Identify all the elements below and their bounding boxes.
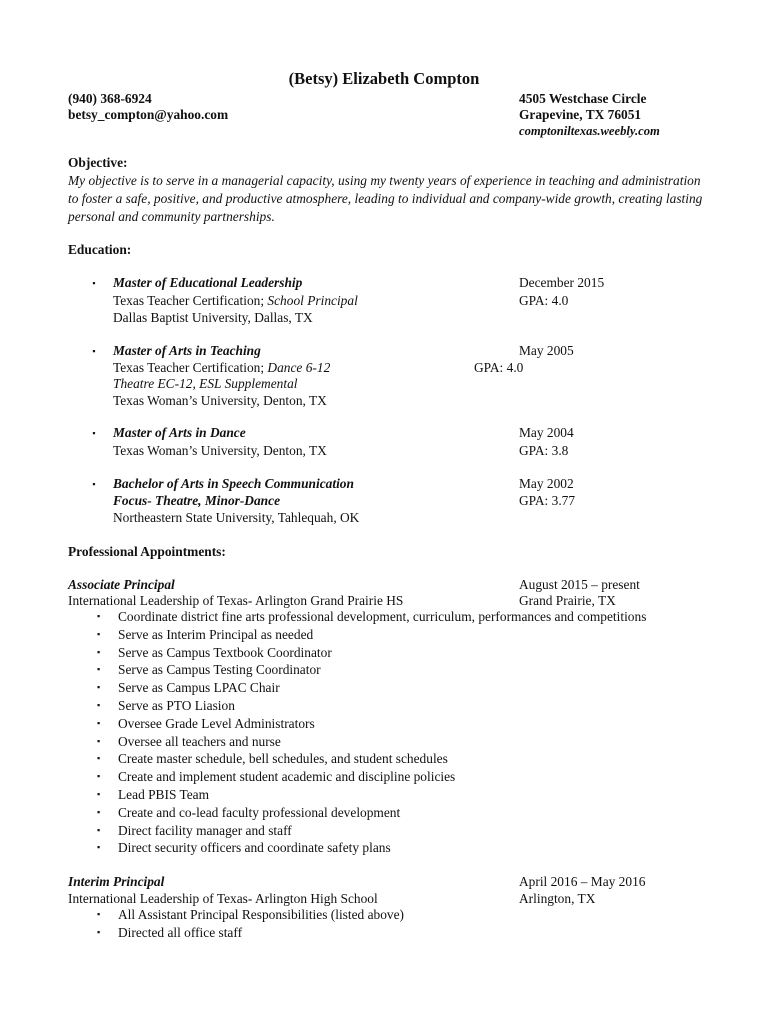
duty-text: Direct facility manager and staff [118, 822, 292, 838]
list-item [97, 733, 646, 751]
duty-text: Serve as Interim Principal as needed [118, 626, 314, 642]
bullet-icon: ▪ [97, 909, 101, 919]
duty-text: Create and implement student academic and discipline policies [118, 769, 456, 785]
candidate-name: (Betsy) Elizabeth Compton [288, 69, 480, 88]
duty-text: Direct security officers and coordinate safety plans [118, 840, 391, 856]
bullet-icon: ▪ [97, 788, 101, 799]
city-address: Grapevine, TX 76051 [519, 107, 642, 122]
bullet-icon: ▪ [97, 628, 101, 639]
gpa: GPA: 4.0 [519, 293, 569, 308]
duty-text: Directed all office staff [118, 924, 243, 940]
bullet-icon: ▪ [97, 646, 101, 657]
duty-text: Oversee Grade Level Administrators [118, 715, 315, 731]
list-item [97, 822, 646, 840]
website-link: comptoniltexas.weebly.com [519, 124, 660, 138]
bullet-icon: ▪ [97, 611, 101, 621]
duty-text: All Assistant Principal Responsibilities (listed above) [118, 907, 405, 922]
bullet-icon: ▪ [97, 824, 101, 835]
certification-area: School Principal [267, 293, 358, 308]
gpa: GPA: 3.77 [519, 493, 576, 508]
bullet-icon: ▪ [97, 806, 101, 817]
job-organization: International Leadership of Texas- Arlington High School [68, 891, 378, 906]
list-item [97, 786, 646, 804]
job-location: Arlington, TX [519, 891, 596, 906]
objective-heading: Objective: [68, 155, 128, 170]
email-address: betsy_compton@yahoo.com [68, 107, 229, 122]
bullet-icon: ▪ [92, 428, 96, 438]
education-heading: Education: [68, 242, 132, 257]
list-item [97, 750, 646, 768]
bullet-icon: ▪ [97, 717, 101, 728]
list-item [97, 661, 646, 679]
duty-text: Serve as Campus LPAC Chair [118, 680, 280, 696]
list-item [97, 804, 646, 822]
list-item [97, 839, 646, 857]
bullet-icon: ▪ [92, 479, 96, 489]
bullet-icon: ▪ [97, 771, 101, 782]
degree-date: May 2004 [519, 425, 574, 440]
duty-text: Create and co-lead faculty professional development [118, 804, 401, 820]
bullet-icon: ▪ [92, 278, 96, 288]
degree-date: May 2005 [519, 343, 574, 358]
bullet-icon: ▪ [97, 664, 101, 675]
duty-text: Lead PBIS Team [118, 786, 210, 802]
degree-focus: Focus- Theatre, Minor-Dance [113, 493, 281, 508]
list-item [97, 626, 646, 644]
bullet-icon: ▪ [97, 682, 101, 693]
list-item [97, 608, 646, 626]
certification-label: Texas Teacher Certification; [113, 360, 265, 375]
bullet-icon: ▪ [97, 842, 101, 853]
phone-number: (940) 368-6924 [68, 91, 152, 106]
job-location: Grand Prairie, TX [519, 593, 616, 608]
school-name: Northeastern State University, Tahlequah, OK [113, 510, 360, 525]
bullet-icon: ▪ [97, 735, 101, 746]
certification-line [113, 292, 358, 310]
degree-date: May 2002 [519, 476, 574, 491]
gpa: GPA: 4.0 [474, 360, 524, 375]
list-item [97, 715, 646, 733]
duty-text: Serve as Campus Textbook Coordinator [118, 644, 332, 660]
job-dates: April 2016 – May 2016 [519, 874, 646, 889]
job-title: Interim Principal [68, 874, 165, 889]
duty-text: Serve as PTO Liasion [118, 697, 235, 713]
list-item [97, 679, 646, 697]
duty-text: Create master schedule, bell schedules, and student schedules [118, 751, 448, 767]
degree-title: Master of Arts in Teaching [113, 343, 261, 358]
job-duties-list [97, 906, 404, 942]
list-item [97, 768, 646, 786]
degree-date: December 2015 [519, 275, 605, 290]
bullet-icon: ▪ [92, 346, 96, 356]
duty-text: Oversee all teachers and nurse [118, 733, 281, 749]
certification-extra: Theatre EC-12, ESL Supplemental [113, 376, 298, 391]
bullet-icon: ▪ [97, 926, 101, 937]
job-duties-list [97, 608, 646, 857]
bullet-icon: ▪ [97, 753, 101, 764]
job-title: Associate Principal [68, 577, 175, 592]
list-item [97, 644, 646, 662]
objective-text: My objective is to serve in a managerial capacity, using my twenty years of experience in teaching and administration to foster a safe, positive, and productive atmosphere, leading to individual and company-wide growth, creating lasting personal and community partnerships. [68, 173, 703, 224]
job-dates: August 2015 – present [519, 577, 640, 592]
list-item [97, 924, 404, 942]
job-organization: International Leadership of Texas- Arlington Grand Prairie HS [68, 593, 404, 608]
degree-title: Master of Educational Leadership [113, 275, 303, 290]
gpa: GPA: 3.8 [519, 443, 569, 458]
street-address: 4505 Westchase Circle [519, 91, 647, 106]
duty-text: Coordinate district fine arts professional development, curriculum, performances and competitions [118, 609, 647, 624]
certification-label: Texas Teacher Certification; [113, 293, 265, 308]
certification-area: Dance 6-12 [267, 360, 331, 375]
degree-title: Bachelor of Arts in Speech Communication [113, 476, 354, 491]
degree-title: Master of Arts in Dance [113, 425, 246, 440]
list-item [97, 697, 646, 715]
list-item [97, 906, 404, 924]
school-name: Texas Woman’s University, Denton, TX [113, 393, 327, 408]
duty-text: Serve as Campus Testing Coordinator [118, 662, 321, 678]
appointments-heading: Professional Appointments: [68, 544, 226, 559]
school-name: Texas Woman’s University, Denton, TX [113, 443, 327, 458]
bullet-icon: ▪ [97, 699, 101, 710]
school-name: Dallas Baptist University, Dallas, TX [113, 310, 313, 325]
